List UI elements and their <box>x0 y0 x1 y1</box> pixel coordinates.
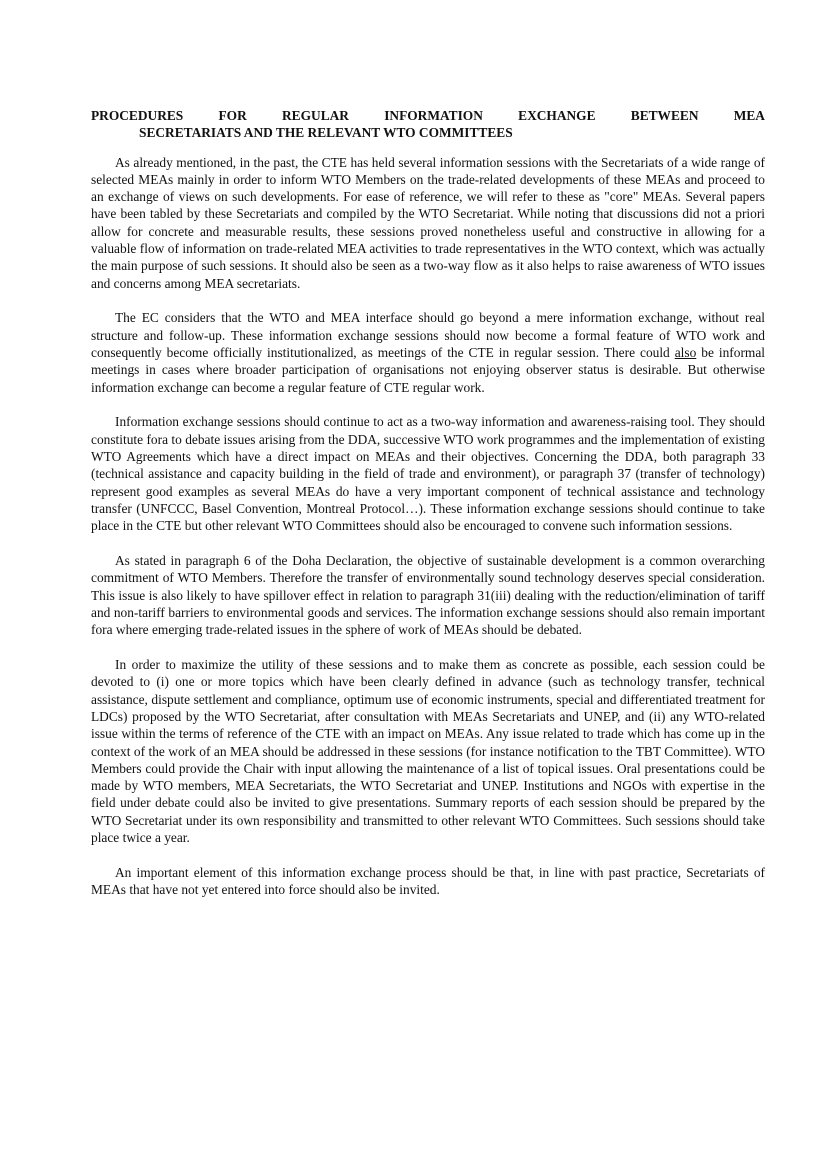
heading-word: MEA <box>733 108 765 123</box>
paragraph-text: be informal meetings in cases where broader participation of organisations not enjoying observer status is desirable. But otherwise information exchange can become a regular feature of CTE regular work. <box>91 345 765 395</box>
paragraph-core-meas: As already mentioned, in the past, the CTE has held several information sessions with the Secretariats of a wide range of selected MEAs mainly in order to inform WTO Members on the trade-related developments of these MEAs and proceed to an exchange of views on such developments. For ease of reference, we will refer to these as "core" MEAs. Several papers have been tabled by these Secretariats and compiled by the WTO Secretariat. While noting that discussions did not a priori allow for concrete and measurable results, these sessions proved nonetheless useful and constructive in allowing for a valuable flow of information on trade-related MEA activities to trade representatives in the WTO context, which was actually the main purpose of such sessions. It should also be seen as a two-way flow as it also helps to raise awareness of WTO issues and concerns among MEA secretariats. <box>91 154 765 291</box>
heading-word: EXCHANGE <box>518 108 596 123</box>
heading-word: FOR <box>218 108 247 123</box>
paragraph-two-way-tool: Information exchange sessions should continue to act as a two-way information and awareness-raising tool. They should constitute fora to debate issues arising from the DDA, successive WTO work programmes and the implementation of existing WTO Agreements which have a direct impact on MEAs and their objectives. Concerning the DDA, both paragraph 33 (technical assistance and capacity building in the field of trade and environment), or paragraph 37 (transfer of technology) represent good examples as several MEAs do have a very important component of technical assistance and technology transfer (UNFCCC, Basel Convention, Montreal Protocol…). These information exchange sessions should continue to take place in the CTE but other relevant WTO Committees should also be encouraged to convene such information sessions. <box>91 414 765 534</box>
paragraph-text: The EC considers that the WTO and MEA interface should go beyond a mere information exchange, without real structure and follow-up. These information exchange sessions should now become a formal feature of WTO work and consequently become officially institutionalized, as meetings of the CTE in regular session. There could <box>91 310 765 361</box>
paragraph-session-topics: In order to maximize the utility of these sessions and to make them as concrete as possible, each session could be devoted to (i) one or more topics which have been clearly defined in advance (such as technology transfer, technical assistance, dispute settlement and compliance, optimum use of economic instruments, special and differentiated treatment for LDCs) proposed by the WTO Secretariat, after consultation with MEAs Secretariats and UNEP, and (ii) any WTO-related issue within the terms of reference of the CTE with an impact on MEAs. Any issue related to trade which has come up in the context of the work of an MEA should be addressed in these sessions (for instance notification to the TBT Committee). WTO Members could provide the Chair with input allowing the maintenance of a list of topical issues. Oral presentations could be made by WTO members, MEA Secretariats, the WTO Secretariat and UNEP. Institutions and NGOs with expertise in the field under debate could also be invited to give presentations. Summary reports of each session should be prepared by the WTO Secretariat under its own responsibility and transmitted to other relevant WTO Committees. Such sessions should take place twice a year. <box>91 657 765 845</box>
underlined-word: also <box>674 345 697 361</box>
paragraph-ec-position <box>91 309 765 395</box>
heading-word: BETWEEN <box>630 108 699 123</box>
paragraph-doha-declaration: As stated in paragraph 6 of the Doha Declaration, the objective of sustainable development is a common overarching commitment of WTO Members. Therefore the transfer of environmentally sound technology deserves special consideration. This issue is also likely to have spillover effect in relation to paragraph 31(iii) dealing with the reduction/elimination of tariff and non-tariff barriers to environmental goods and services. The information exchange sessions should also remain important fora where emerging trade-related issues in the sphere of work of MEAs should be debated. <box>91 553 765 638</box>
heading-word: REGULAR <box>282 108 349 123</box>
heading-word: INFORMATION <box>384 108 483 123</box>
paragraph-invite-secretariats: An important element of this information exchange process should be that, in line with past practice, Secretariats of MEAs that have not yet entered into force should also be invited. <box>91 864 765 898</box>
section-heading <box>91 107 765 142</box>
document-page <box>91 106 765 916</box>
heading-line-2: SECRETARIATS AND THE RELEVANT WTO COMMITTEES <box>139 125 513 141</box>
heading-line-1 <box>91 107 765 124</box>
heading-word: PROCEDURES <box>91 108 184 123</box>
